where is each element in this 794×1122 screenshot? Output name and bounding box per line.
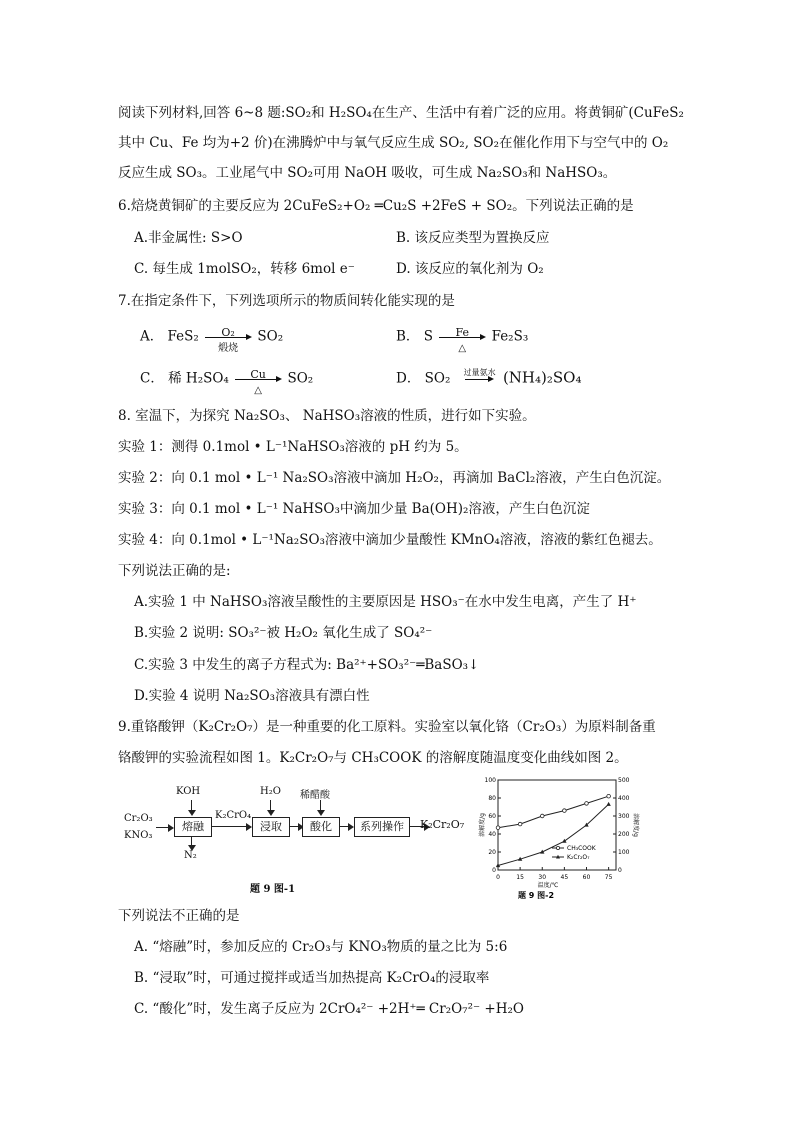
q8-experiment-4: 实验 4：向 0.1mol • L⁻¹Na₂SO₃溶液中滴加少量酸性 KMnO₄溶液，溶液的紫红色褪去。 [118, 532, 662, 548]
series-point-1 [606, 802, 610, 806]
y-right-tick-label: 500 [618, 777, 630, 784]
y-right-axis-label: 溶解度/g [632, 813, 639, 837]
legend-label-0: CH₃COOK [567, 845, 596, 852]
q7-stem: 7.在指定条件下，下列选项所示的物质间转化能实现的是 [118, 293, 455, 309]
q7-c-arrow [235, 367, 281, 396]
q8-experiment-3: 实验 3：向 0.1 mol • L⁻¹ NaHSO₃中滴加少量 Ba(OH)₂溶液，产生白色沉淀 [118, 501, 590, 517]
q7-d-product: (NH₄)₂SO₄ [502, 368, 582, 387]
flow-box-series-ops: 系列操作 [354, 817, 410, 837]
q7-a-condition-top: O₂ [221, 326, 235, 339]
chart-caption: 题 9 图-2 [517, 891, 555, 900]
series-point-0 [563, 809, 567, 813]
flow-arrow-1 [212, 826, 250, 827]
flow-input-cr2o3: Cr₂O₃ [124, 813, 153, 824]
q6-option-d: D. 该反应的氧化剂为 O₂ [396, 261, 544, 277]
q7-c-product: SO₂ [287, 370, 314, 387]
flow-box-acidify: 酸化 [302, 817, 340, 837]
x-tick-label: 45 [560, 874, 569, 881]
intro-line-1: 阅读下列材料,回答 6~8 题:SO₂和 H₂SO₄在生产、生活中有着广泛的应用。将黄铜矿(CuFeS₂ [118, 105, 684, 121]
series-point-0 [540, 814, 544, 818]
q6-option-c: C. 每生成 1molSO₂，转移 6mol e⁻ [134, 261, 355, 277]
q7-option-c [140, 367, 314, 396]
flow-h2o-label: H₂O [260, 786, 281, 797]
y-left-tick-label: 20 [488, 849, 496, 856]
flow-n2-label: N₂ [184, 850, 197, 861]
q8-experiment-1: 实验 1：测得 0.1mol • L⁻¹NaHSO₃溶液的 pH 约为 5。 [118, 439, 468, 455]
q7-d-condition-top: 过量氨水 [463, 368, 496, 377]
q9-option-b: B. “浸取”时，可通过搅拌或适当加热提高 K₂CrO₄的浸取率 [134, 970, 490, 986]
flow-acid-arrow [320, 800, 321, 814]
intro-line-2: 其中 Cu、Fe 均为+2 价)在沸腾炉中与氧气反应生成 SO₂, SO₂在催化作用下与空气中的 O₂ [118, 135, 669, 151]
q7-c-condition-bottom: △ [254, 385, 262, 396]
y-left-tick-label: 0 [492, 867, 496, 874]
flow-h2o-arrow [270, 800, 271, 814]
y-right-tick-label: 200 [618, 831, 630, 838]
flow-box-melt: 熔融 [174, 817, 212, 837]
q8-stem: 8. 室温下，为探究 Na₂SO₃、 NaHSO₃溶液的性质，进行如下实验。 [118, 408, 536, 424]
q9-stem-1: 9.重铬酸钾（K₂Cr₂O₇）是一种重要的化工原料。实验室以氧化铬（Cr₂O₃）为原料制备重 [118, 719, 656, 735]
solubility-chart-figure [476, 772, 646, 902]
flow-caption: 题 9 图-1 [250, 884, 296, 895]
flow-arrow-2 [290, 826, 302, 827]
x-tick-label: 15 [516, 874, 524, 881]
y-right-tick-label: 300 [618, 813, 630, 820]
x-tick-label: 0 [496, 874, 500, 881]
q7-b-condition-top: Fe [455, 326, 470, 339]
q7-option-b [396, 325, 529, 354]
q7-c-condition-top: Cu [250, 368, 266, 381]
q9-stem-2: 铬酸钾的实验流程如图 1。K₂Cr₂O₇与 CH₃COOK 的溶解度随温度变化曲线如图 2。 [118, 750, 628, 766]
series-line-0 [498, 796, 609, 828]
q7-c-reactant: 稀 H₂SO₄ [168, 370, 229, 387]
y-left-tick-label: 100 [484, 777, 496, 784]
q7-a-reactant: FeS₂ [167, 328, 199, 345]
intro-line-3: 反应生成 SO₃。工业尾气中 SO₂可用 NaOH 吸收，可生成 Na₂SO₃和 NaHSO₃。 [118, 165, 617, 181]
q8-ask: 下列说法正确的是: [118, 563, 231, 579]
flow-k2cro4-label: K₂CrO₄ [215, 810, 252, 821]
y-left-tick-label: 60 [488, 813, 496, 820]
x-tick-label: 60 [582, 874, 591, 881]
y-right-tick-label: 400 [618, 795, 630, 802]
q7-d-reactant: SO₂ [424, 370, 451, 387]
q8-option-c: C.实验 3 中发生的离子方程式为: Ba²⁺+SO₃²⁻═BaSO₃↓ [134, 657, 480, 673]
q8-option-a: A.实验 1 中 NaHSO₃溶液呈酸性的主要原因是 HSO₃⁻在水中发生电离，产生了 H⁺ [134, 594, 637, 610]
q9-option-a: A. “熔融”时，参加反应的 Cr₂O₃与 KNO₃物质的量之比为 5:6 [134, 939, 508, 955]
q7-a-arrow [205, 325, 251, 354]
q7-d-label: D． [396, 370, 421, 387]
x-tick-label: 30 [538, 874, 547, 881]
flow-input-arrow [156, 827, 172, 828]
q7-b-label: B． [396, 328, 420, 345]
q9-option-c: C. “酸化”时，发生离子反应为 2CrO₄²⁻ +2H⁺═ Cr₂O₇²⁻ +H₂O [134, 1001, 524, 1017]
flow-n2-arrow [191, 837, 192, 849]
y-left-tick-label: 80 [488, 795, 496, 802]
flow-acid-label: 稀醋酸 [300, 790, 330, 801]
series-point-0 [518, 822, 522, 826]
q7-option-d [396, 367, 581, 391]
q7-option-a [140, 325, 284, 354]
series-point-1 [562, 839, 566, 843]
q7-b-product: Fe₂S₃ [491, 328, 529, 345]
q6-option-a: A.非金属性: S>O [134, 230, 243, 246]
q8-option-d: D.实验 4 说明 Na₂SO₃溶液具有漂白性 [134, 688, 370, 704]
q8-experiment-2: 实验 2：向 0.1 mol • L⁻¹ Na₂SO₃溶液中滴加 H₂O₂，再滴加 BaCl₂溶液，产生白色沉淀。 [118, 470, 671, 486]
q8-option-b: B.实验 2 说明: SO₃²⁻被 H₂O₂ 氧化生成了 SO₄²⁻ [134, 625, 433, 641]
flow-koh-label: KOH [176, 786, 201, 797]
q7-b-reactant: S [423, 328, 433, 345]
y-right-tick-label: 100 [618, 849, 630, 856]
flow-arrow-3 [340, 826, 352, 827]
series-point-0 [607, 794, 611, 798]
flow-product-label: K₂Cr₂O₇ [420, 818, 465, 831]
q7-a-product: SO₂ [257, 328, 284, 345]
q7-b-condition-bottom: △ [458, 343, 467, 354]
y-right-tick-label: 0 [618, 867, 622, 874]
y-left-tick-label: 40 [488, 831, 496, 838]
q7-c-label: C． [140, 370, 164, 387]
x-axis-label: 温度/℃ [537, 882, 559, 889]
flow-box-leach: 浸取 [252, 817, 290, 837]
series-point-0 [585, 802, 589, 806]
q9-ask: 下列说法不正确的是 [118, 908, 240, 924]
flow-input-kno3: KNO₃ [124, 830, 153, 841]
x-tick-label: 75 [604, 874, 613, 881]
series-point-0 [496, 826, 500, 830]
q7-a-label: A． [140, 328, 164, 345]
q7-d-arrow [457, 367, 497, 391]
legend-label-1: K₂Cr₂O₇ [567, 854, 590, 861]
flow-chart-figure [120, 780, 465, 900]
flow-koh-arrow [191, 800, 192, 814]
q7-a-condition-bottom: 煅烧 [218, 343, 239, 354]
y-left-axis-label: 溶解度/g [479, 813, 486, 837]
q6-option-b: B. 该反应类型为置换反应 [396, 230, 550, 246]
solubility-chart [476, 772, 646, 902]
legend-marker-0 [556, 846, 559, 849]
q6-stem: 6.焙烧黄铜矿的主要反应为 2CuFeS₂+O₂ ═Cu₂S +2FeS + SO₂。下列说法正确的是 [118, 198, 634, 214]
q7-b-arrow [439, 325, 485, 354]
